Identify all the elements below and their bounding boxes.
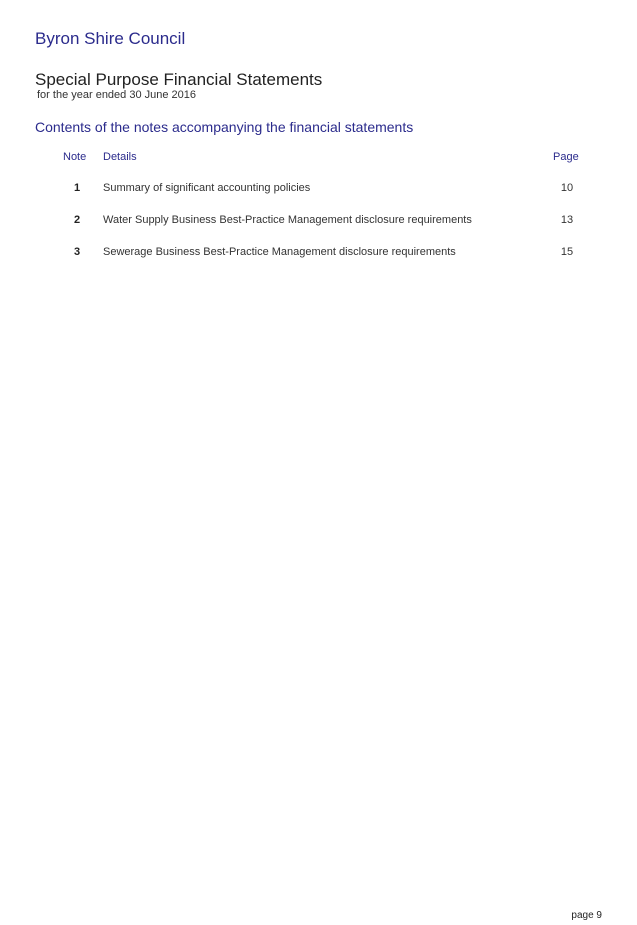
note-number: 2 — [73, 214, 81, 226]
note-page-number: 15 — [560, 246, 574, 258]
note-details: Sewerage Business Best-Practice Management disclosure requirements — [103, 246, 456, 258]
note-details: Summary of significant accounting policies — [103, 182, 311, 194]
note-number: 1 — [73, 182, 81, 194]
page-number: page 9 — [571, 910, 602, 921]
column-header-note: Note — [63, 151, 87, 163]
contents-heading: Contents of the notes accompanying the financial statements — [35, 119, 414, 135]
note-page-number: 10 — [560, 182, 574, 194]
table-row — [0, 214, 637, 234]
statement-title: Special Purpose Financial Statements — [35, 70, 323, 89]
council-name: Byron Shire Council — [35, 29, 186, 48]
note-number: 3 — [73, 246, 81, 258]
note-page-number: 13 — [560, 214, 574, 226]
table-row — [0, 246, 637, 266]
column-header-page: Page — [553, 151, 579, 163]
table-row — [0, 182, 637, 202]
statement-subtitle: for the year ended 30 June 2016 — [37, 89, 197, 101]
note-details: Water Supply Business Best-Practice Management disclosure requirements — [103, 214, 472, 226]
column-header-details: Details — [103, 151, 137, 163]
